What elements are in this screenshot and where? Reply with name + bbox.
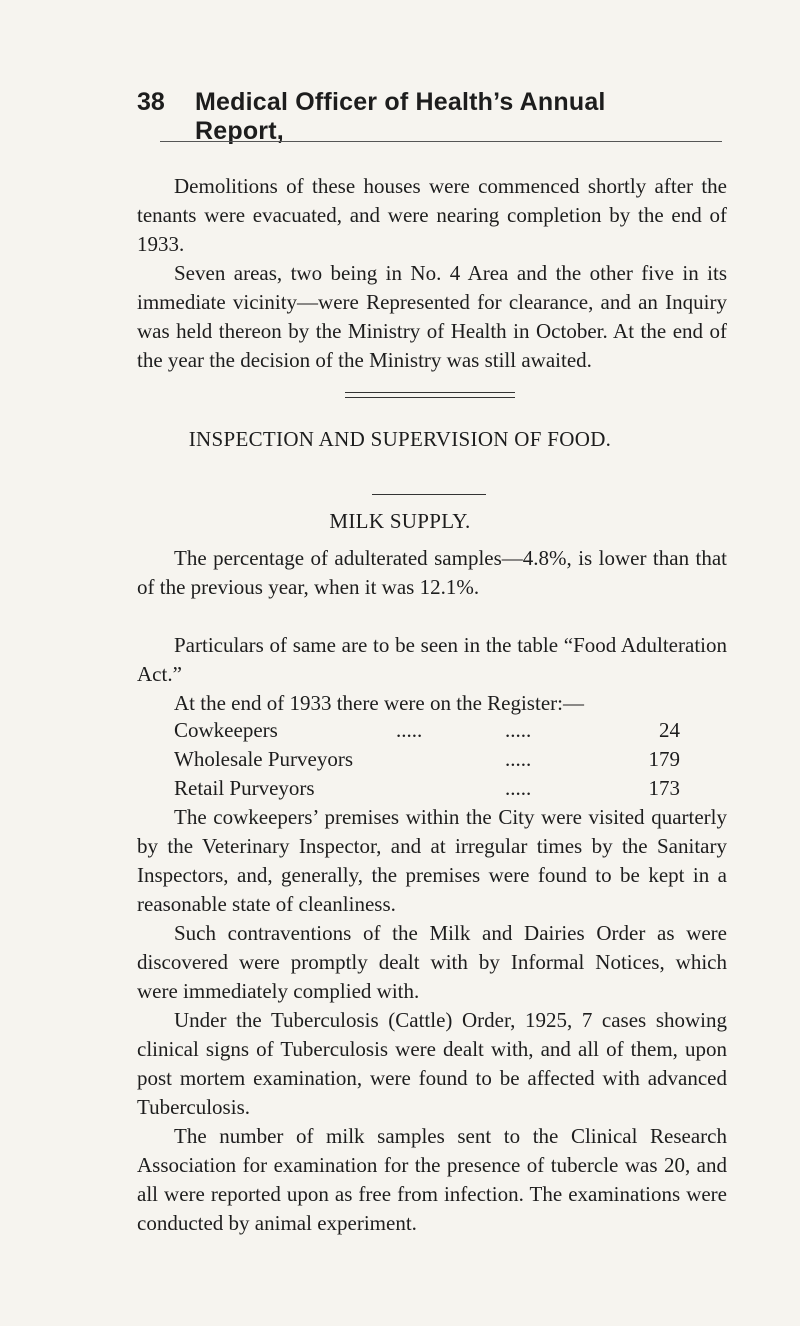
paragraph-text: Under the Tuberculosis (Cattle) Order, 1925, 7 cases showing clinical signs of Tuberculosis were dealt with, and all of them, upon post mortem examination, were found to be affected with advanced Tuberculosis.: [137, 1008, 727, 1119]
register-row: [174, 774, 694, 803]
paragraph-tuberculosis-order: [137, 1006, 727, 1122]
paragraph-contraventions: [137, 919, 727, 1006]
register-row: [174, 716, 694, 745]
paragraph-text: Particulars of same are to be seen in the table “Food Adulteration Act.”: [137, 633, 727, 686]
running-title: Medical Officer of Health’s Annual Report,: [195, 88, 606, 145]
register-count: 179: [648, 747, 680, 771]
paragraph-demolitions: [137, 172, 727, 259]
leader-dots: .....: [505, 718, 532, 742]
paragraph-text: At the end of 1933 there were on the Register:—: [174, 691, 584, 715]
paragraph-register-intro: [137, 689, 727, 718]
page-header: [137, 88, 697, 145]
paragraph-text: Demolitions of these houses were commenced shortly after the tenants were evacuated, and were nearing completion by the end of 1933.: [137, 174, 727, 256]
register-label: Retail Purveyors: [174, 776, 315, 800]
section-heading: INSPECTION AND SUPERVISION OF FOOD.: [188, 427, 612, 451]
register-count: 173: [648, 776, 680, 800]
paragraph-seven-areas: [137, 259, 727, 375]
leader-dots: .....: [505, 747, 532, 771]
register-table: [174, 716, 694, 803]
page-number: 38: [137, 88, 165, 116]
paragraph-percentage: [137, 544, 727, 602]
subsection-heading: MILK SUPPLY.: [329, 509, 471, 533]
register-label: Cowkeepers: [174, 718, 278, 742]
subsection-divider: [372, 494, 486, 495]
leader-dots: .....: [505, 776, 532, 800]
paragraph-text: Seven areas, two being in No. 4 Area and the other five in its immediate vicinity—were Represented for clearance, and an Inquiry was held thereon by the Ministry of Health in October. At the end of the year the decision of the Ministry was still awaited.: [137, 261, 727, 372]
paragraph-text: The percentage of adulterated samples—4.8%, is lower than that of the previous year, when it was 12.1%.: [137, 546, 727, 599]
paragraph-milk-samples: [137, 1122, 727, 1238]
register-count: 24: [659, 718, 680, 742]
header-rule: [160, 141, 722, 142]
leader-dots: .....: [396, 718, 423, 742]
register-label: Wholesale Purveyors: [174, 747, 354, 771]
paragraph-text: The number of milk samples sent to the Clinical Research Association for examination for the presence of tubercle was 20, and all were reported upon as free from infection. The examinations were conducted by animal experiment.: [137, 1124, 727, 1235]
section-divider: [345, 392, 515, 398]
paragraph-particulars: [137, 631, 727, 689]
paragraph-text: Such contraventions of the Milk and Dairies Order as were discovered were promptly dealt with by Informal Notices, which were immediately complied with.: [137, 921, 727, 1003]
paragraph-cowkeepers-premises: [137, 803, 727, 919]
register-row: [174, 745, 694, 774]
paragraph-text: The cowkeepers’ premises within the City were visited quarterly by the Veterinary Inspector, and at irregular times by the Sanitary Inspectors, and, generally, the premises were found to be kept in a reasonable state of cleanliness.: [137, 805, 727, 916]
